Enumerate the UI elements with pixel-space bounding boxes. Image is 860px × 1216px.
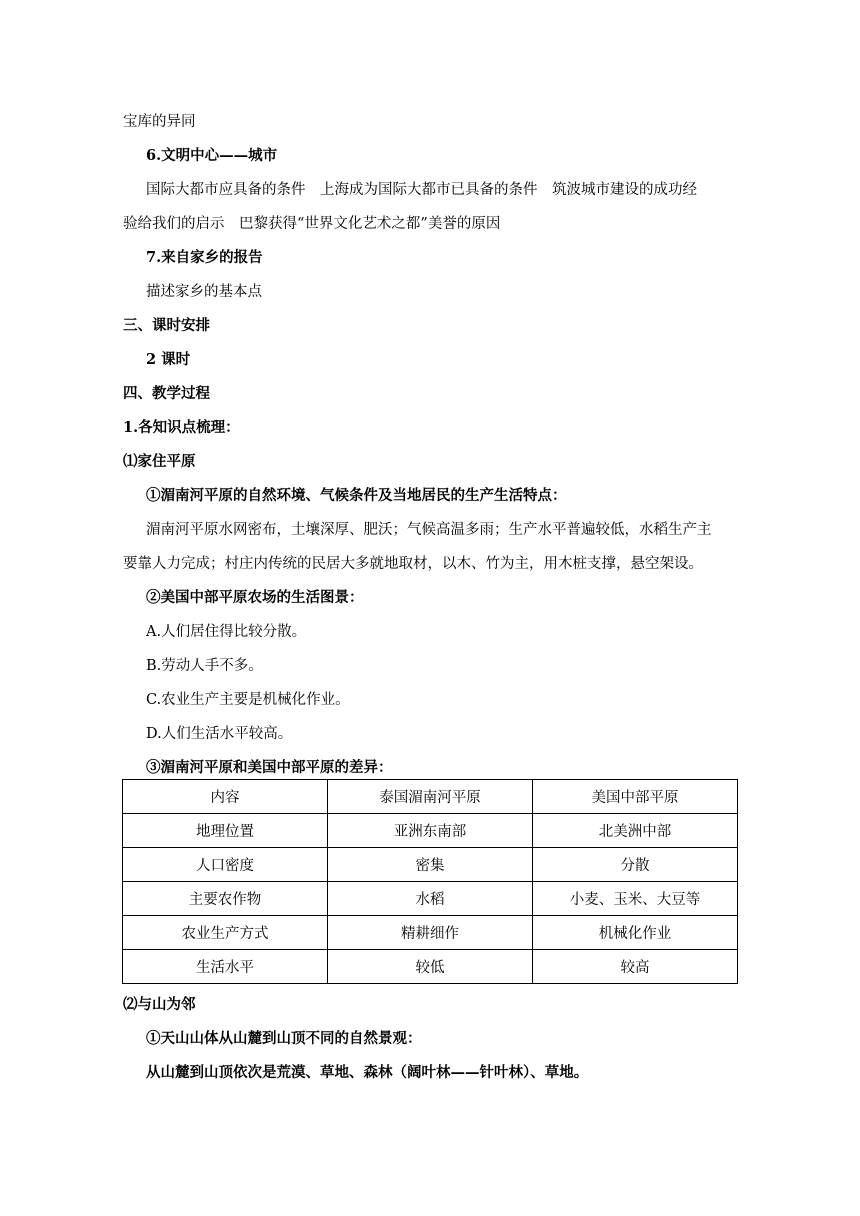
section-heading-7: 7.来自家乡的报告 — [146, 249, 263, 266]
table-row — [123, 916, 738, 950]
table-row — [123, 814, 738, 848]
table-row — [123, 882, 738, 916]
schedule-hours: 2 课时 — [146, 351, 191, 368]
heading-process: 四、教学过程 — [123, 385, 210, 402]
paragraph-menam-line1: 湄南河平原水网密布，土壤深厚、肥沃；气候高温多雨；生产水平普遍较低，水稻生产主 — [146, 522, 712, 538]
table-cell: 较低 — [328, 950, 533, 984]
paragraph-tianshan: 从山麓到山顶依次是荒漠、草地、森林（阔叶林——针叶林）、草地。 — [146, 1064, 589, 1081]
table-cell: 机械化作业 — [533, 916, 738, 950]
table-cell: 地理位置 — [123, 814, 328, 848]
table-cell: 精耕细作 — [328, 916, 533, 950]
heading-schedule: 三、课时安排 — [123, 317, 210, 334]
table-cell: 人口密度 — [123, 848, 328, 882]
list-item-c: C.农业生产主要是机械化作业。 — [146, 692, 350, 708]
subheading-plain: ⑴家住平原 — [123, 453, 196, 470]
point-1-heading: ①湄南河平原的自然环境、气候条件及当地居民的生产生活特点： — [146, 487, 567, 504]
table-row — [123, 848, 738, 882]
paragraph-menam-line2: 要靠人力完成；村庄内传统的民居大多就地取材，以木、竹为主，用木桩支撑，悬空架设。 — [123, 556, 703, 572]
table-cell: 农业生产方式 — [123, 916, 328, 950]
list-item-a: A.人们居住得比较分散。 — [146, 624, 307, 640]
comparison-table — [122, 779, 738, 984]
section-heading-6: 6.文明中心——城市 — [146, 147, 278, 164]
table-cell: 小麦、玉米、大豆等 — [533, 882, 738, 916]
paragraph-city-line2: 验给我们的启示 巴黎获得“世界文化艺术之都”美誉的原因 — [123, 216, 501, 232]
table-cell: 内容 — [123, 780, 328, 814]
table-cell: 亚洲东南部 — [328, 814, 533, 848]
table-cell: 分散 — [533, 848, 738, 882]
table-cell: 生活水平 — [123, 950, 328, 984]
paragraph-city-line1: 国际大都市应具备的条件 上海成为国际大都市已具备的条件 筑波城市建设的成功经 — [146, 182, 697, 198]
paragraph-hometown: 描述家乡的基本点 — [146, 284, 262, 300]
point-3-heading: ③湄南河平原和美国中部平原的差异： — [146, 759, 393, 776]
table-cell: 主要农作物 — [123, 882, 328, 916]
table-row — [123, 780, 738, 814]
list-item-b: B.劳动人手不多。 — [146, 658, 263, 674]
subheading-mountain: ⑵与山为邻 — [123, 996, 196, 1013]
list-item-d: D.人们生活水平较高。 — [146, 726, 293, 742]
table-cell: 泰国湄南河平原 — [328, 780, 533, 814]
table-cell: 北美洲中部 — [533, 814, 738, 848]
table-cell: 水稻 — [328, 882, 533, 916]
table-cell: 密集 — [328, 848, 533, 882]
point-2-heading: ②美国中部平原农场的生活图景： — [146, 589, 364, 606]
table-row — [123, 950, 738, 984]
point-1-mountain-heading: ①天山山体从山麓到山顶不同的自然景观： — [146, 1030, 422, 1047]
paragraph-continuation: 宝库的异同 — [123, 114, 196, 130]
table-cell: 美国中部平原 — [533, 780, 738, 814]
subheading-knowledge: 1.各知识点梳理： — [123, 419, 240, 436]
table-cell: 较高 — [533, 950, 738, 984]
